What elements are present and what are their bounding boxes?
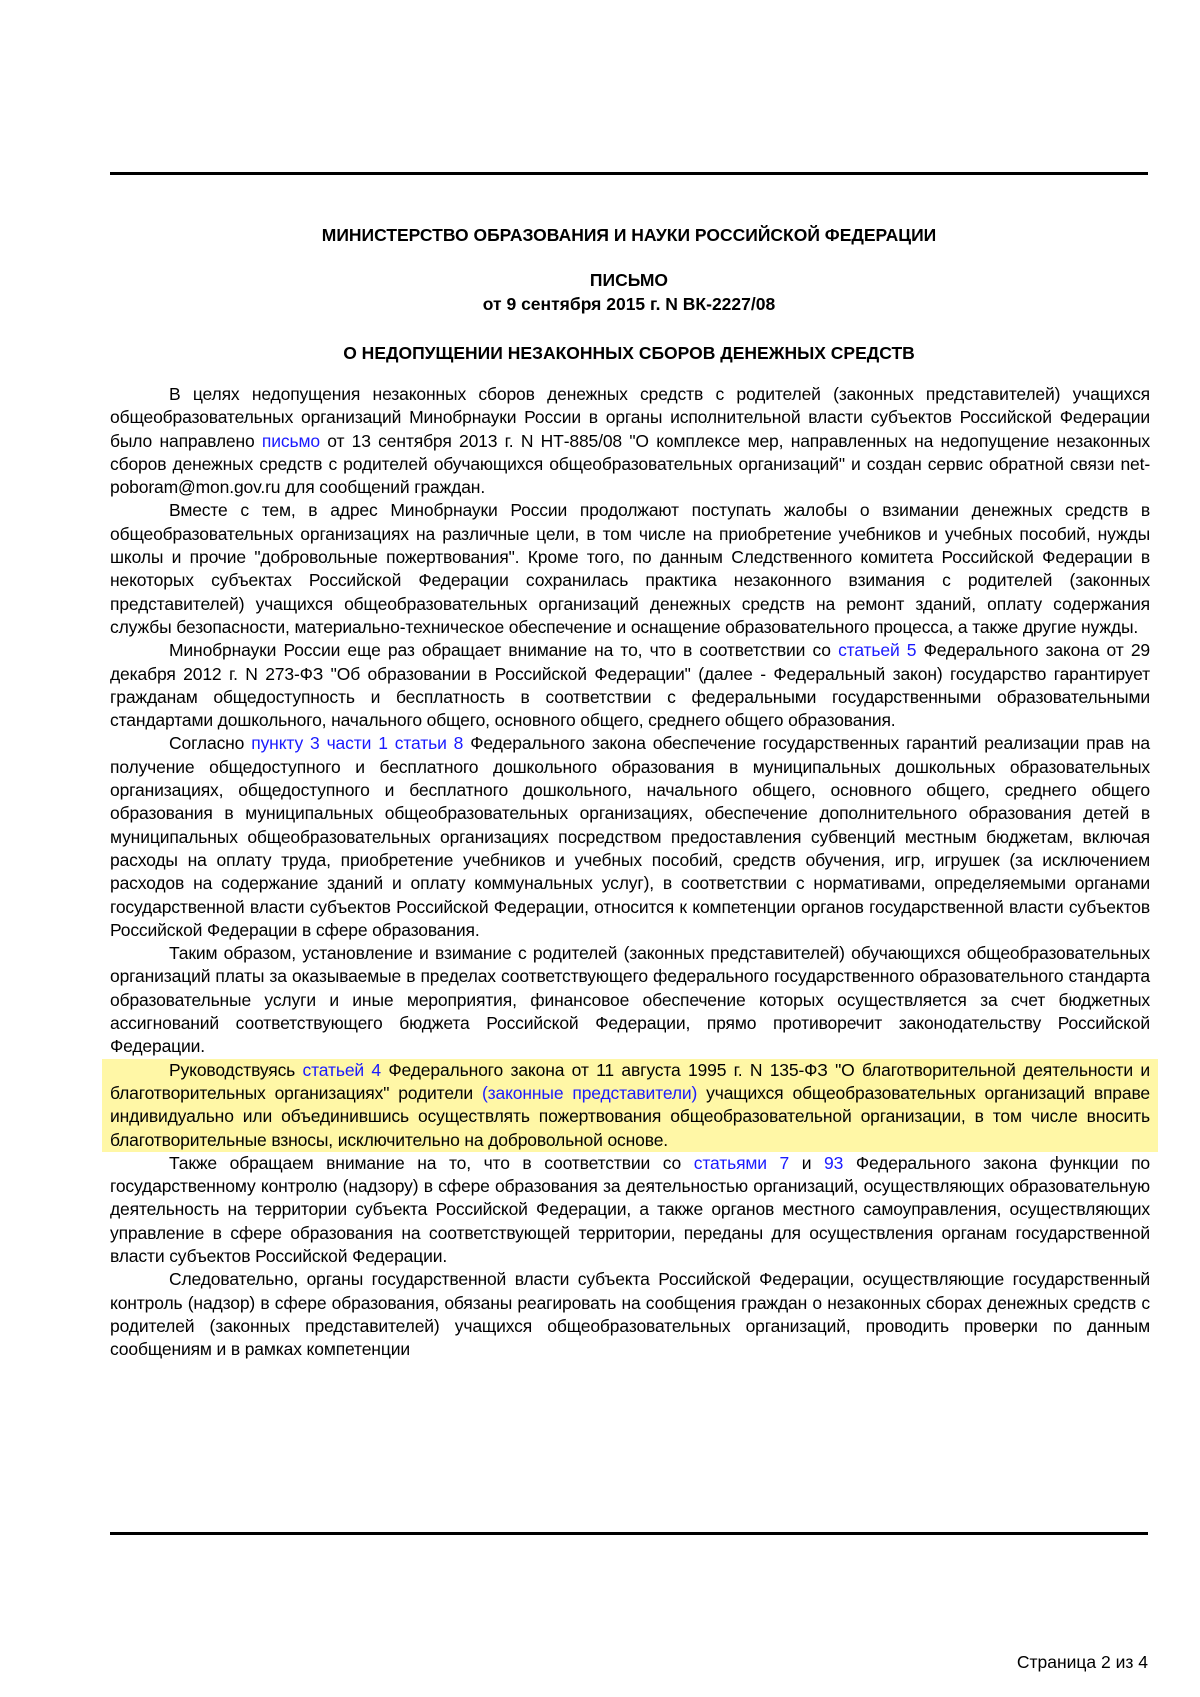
paragraph-1-text-a: В целях недопущения незаконных сборов денежных средств с родителей (законных представителей) учащихся общеобразовательных организаций Минобрнауки России в органы исполнительной власти субъектов Российской Федерации было направлено bbox=[110, 384, 1150, 451]
paragraph-3 bbox=[110, 639, 1150, 732]
link-letter[interactable]: письмо bbox=[261, 430, 320, 451]
link-article-5[interactable]: статьей 5 bbox=[838, 640, 917, 661]
feedback-email: net-poboram@mon.gov.ru bbox=[110, 453, 1150, 498]
paragraph-4 bbox=[110, 732, 1150, 942]
paragraph-8: Следовательно, органы государственной власти субъекта Российской Федерации, осуществляющие государственный контроль (надзор) в сфере образования, обязаны реагировать на сообщения граждан о незаконных сборах денежных средств с родителей (законных представителей) учащихся общеобразовательных организаций, проводить проверки по данным сообщениям и в рамках компетенции bbox=[110, 1269, 1150, 1360]
paragraph-6-highlighted bbox=[102, 1059, 1158, 1152]
link-article-7[interactable]: статьями 7 bbox=[693, 1152, 790, 1173]
document-subject: О НЕДОПУЩЕНИИ НЕЗАКОННЫХ СБОРОВ ДЕНЕЖНЫХ СРЕДСТВ bbox=[343, 343, 915, 363]
paragraph-4-text-b: Федерального закона обеспечение государственных гарантий реализации прав на получение общедоступного и бесплатного дошкольного образования в муниципальных дошкольных образовательных организациях, общедоступного и бесплатного дошкольного, начального общего, основного общего, среднего общего образования в муниципальных общеобразовательных организациях, обеспечение дополнительного образования детей в муниципальных общеобразовательных организациях посредством предоставления субвенций местным бюджетам, включая расходы на оплату труда, приобретение учебников и учебных пособий, средств обучения, игр, игрушек (за исключением расходов на содержание зданий и оплату коммунальных услуг), в соответствии с нормативами, определяемыми органами государственной власти субъектов Российской Федерации, относится к компетенции органов государственной власти субъектов Российской Федерации в сфере образования. bbox=[110, 733, 1150, 940]
paragraph-3-text-a: Минобрнауки России еще раз обращает внимание на то, что в соответствии со bbox=[169, 640, 839, 661]
paragraph-4-text-a: Согласно bbox=[169, 733, 252, 754]
paragraph-7 bbox=[110, 1152, 1150, 1268]
paragraph-1 bbox=[110, 383, 1150, 499]
link-article-8[interactable]: пункту 3 части 1 статьи 8 bbox=[251, 733, 464, 754]
page-number: Страница 2 из 4 bbox=[1016, 1652, 1148, 1672]
document-type: ПИСЬМО bbox=[589, 270, 669, 290]
link-legal-representatives[interactable]: (законные представители) bbox=[481, 1082, 698, 1103]
paragraph-7-text-a: Также обращаем внимание на то, что в соответствии со bbox=[169, 1152, 694, 1173]
paragraph-2: Вместе с тем, в адрес Минобрнауки России продолжают поступать жалобы о взимании денежных средств в общеобразовательных организациях на различные цели, в том числе на приобретение учебников и учебных пособий, нужды школы и прочие "добровольные пожертвования". Кроме того, по данным Следственного комитета Российской Федерации в некоторых субъектах Российской Федерации сохранилась практика незаконного взимания с родителей (законных представителей) учащихся общеобразовательных организаций денежных средств на ремонт зданий, оплату содержания службы безопасности, материально-техническое обеспечение и оснащение образовательного процесса, а также другие нужды. bbox=[110, 500, 1150, 637]
paragraph-6-text-b: Федерального закона от 11 августа 1995 г. N 135-ФЗ "О благотворительной деятельности и благотворительных организациях" родители bbox=[110, 1059, 1150, 1103]
top-divider bbox=[110, 172, 1148, 175]
paragraph-5: Таким образом, установление и взимание с родителей (законных представителей) обучающихся общеобразовательных организаций платы за оказываемые в пределах соответствующего федерального государственного образовательного стандарта образовательные услуги и иные мероприятия, финансовое обеспечение которых осуществляется за счет бюджетных ассигнований соответствующего бюджета Российской Федерации, прямо противоречит законодательству Российской Федерации. bbox=[110, 943, 1150, 1057]
paragraph-7-text-c: Федерального закона функции по государственному контролю (надзору) в сфере образования за деятельностью организаций, осуществляющих образовательную деятельность на территории субъекта Российской Федерации, а также органов местного самоуправления, осуществляющих управление в сфере образования на соответствующей территории, переданы для осуществления органам государственной власти субъектов Российской Федерации. bbox=[110, 1152, 1150, 1266]
link-article-4[interactable]: статьей 4 bbox=[302, 1059, 381, 1080]
paragraph-1-text-b: от 13 сентября 2013 г. N НТ-885/08 "О комплексе мер, направленных на недопущение незаконных сборов денежных средств с родителей обучающихся общеобразовательных организаций" и создан сервис обратной связи bbox=[110, 430, 1151, 474]
document-date-number: от 9 сентября 2015 г. N ВК-2227/08 bbox=[482, 294, 776, 314]
paragraph-6-text-a: Руководствуясь bbox=[169, 1059, 303, 1080]
letter-body bbox=[110, 383, 1150, 1361]
ministry-heading: МИНИСТЕРСТВО ОБРАЗОВАНИЯ И НАУКИ РОССИЙСКОЙ ФЕДЕРАЦИИ bbox=[321, 225, 937, 245]
paragraph-3-text-b: Федерального закона от 29 декабря 2012 г. N 273-ФЗ "Об образовании в Российской Федерации" (далее - Федеральный закон) государство гарантирует гражданам общедоступность и бесплатность в соответствии с федеральными государственными образовательными стандартами дошкольного, начального общего, основного общего, среднего общего образования. bbox=[110, 640, 1150, 731]
paragraph-1-text-c: для сообщений граждан. bbox=[280, 477, 486, 498]
paragraph-7-text-b: и bbox=[789, 1152, 825, 1173]
link-article-93[interactable]: 93 bbox=[824, 1152, 844, 1173]
bottom-divider bbox=[110, 1532, 1148, 1535]
paragraph-6-text-c: учащихся общеобразовательных организаций вправе индивидуально или объединившись осуществлять пожертвования общеобразовательной организации, в том числе вносить благотворительные взносы, исключительно на добровольной основе. bbox=[110, 1082, 1150, 1150]
